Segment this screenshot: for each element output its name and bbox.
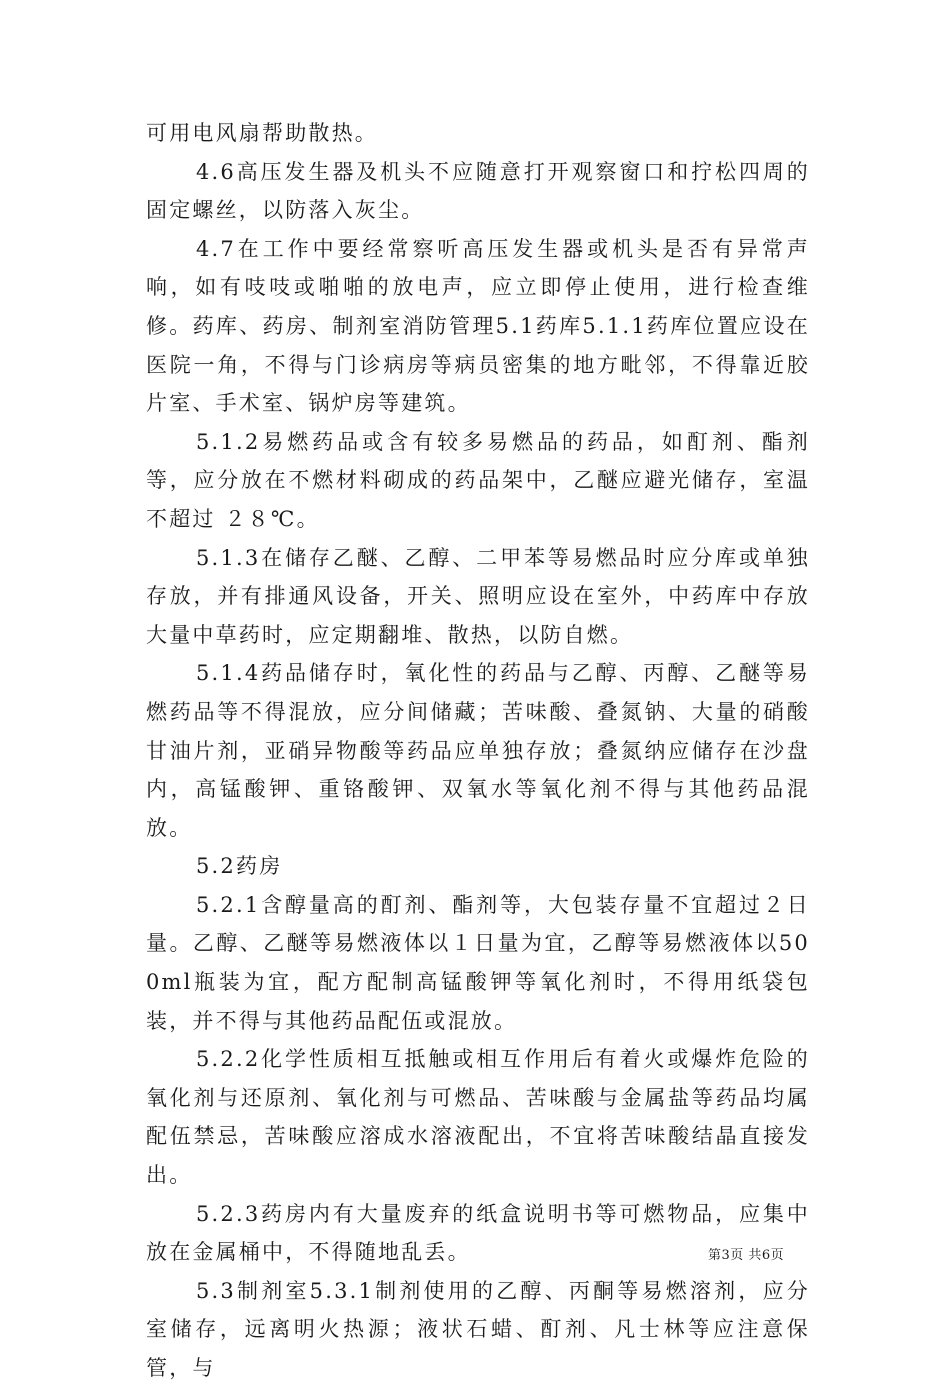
page-number-footer: 第3页 共6页 [708,1248,785,1263]
paragraph-6: 5.1.4药品储存时，氧化性的药品与乙醇、丙醇、乙醚等易燃药品等不得混放，应分间储藏；苦味酸、叠氮钠、大量的硝酸甘油片剂，亚硝异物酸等药品应单独存放；叠氮纳应储存在沙盘内，高锰酸钾、重铬酸钾、双氧水等氧化剂不得与其他药品混放。 [146,661,810,840]
paragraph-8: 5.2.1含醇量高的酊剂、酯剂等，大包装存量不宜超过２日量。乙醇、乙醚等易燃液体以１日量为宜，乙醇等易燃液体以500ml瓶装为宜，配方配制高锰酸钾等氧化剂时，不得用纸袋包装，并不得与其他药品配伍或混放。 [146,892,810,1033]
paragraph-10: 5.2.3药房内有大量废弃的纸盒说明书等可燃物品，应集中放在金属桶中，不得随地乱丢。 [146,1201,810,1265]
paragraph-9: 5.2.2化学性质相互抵触或相互作用后有着火或爆炸危险的氧化剂与还原剂、氧化剂与可燃品、苦味酸与金属盐等药品均属配伍禁忌，苦味酸应溶成水溶液配出，不宜将苦味酸结晶直接发出。 [146,1047,810,1188]
paragraph-1: 可用电风扇帮助散热。 [146,121,378,145]
document-body [146,114,810,1388]
paragraph-2: 4.6高压发生器及机头不应随意打开观察窗口和拧松四周的固定螺丝，以防落入灰尘。 [146,159,810,223]
paragraph-5: 5.1.3在储存乙醚、乙醇、二甲苯等易燃品时应分库或单独存放，并有排通风设备，开关、照明应设在室外，中药库中存放大量中草药时，应定期翻堆、散热，以防自燃。 [146,545,810,647]
paragraph-11: 5.3制剂室5.3.1制剂使用的乙醇、丙酮等易燃溶剂，应分室储存，远离明火热源；液状石蜡、酊剂、凡士林等应注意保管，与 [146,1278,810,1380]
paragraph-3: 4.7在工作中要经常察听高压发生器或机头是否有异常声响，如有吱吱或啪啪的放电声，应立即停止使用，进行检查维修。药库、药房、制剂室消防管理5.1药库5.1.1药库位置应设在医院一角，不得与门诊病房等病员密集的地方毗邻，不得靠近胶片室、手术室、锅炉房等建筑。 [146,236,810,416]
paragraph-4: 5.1.2易燃药品或含有较多易燃品的药品，如酊剂、酯剂等，应分放在不燃材料砌成的药品架中，乙醚应避光储存，室温不超过 ２８℃。 [146,429,810,531]
paragraph-7: 5.2药房 [196,854,283,879]
